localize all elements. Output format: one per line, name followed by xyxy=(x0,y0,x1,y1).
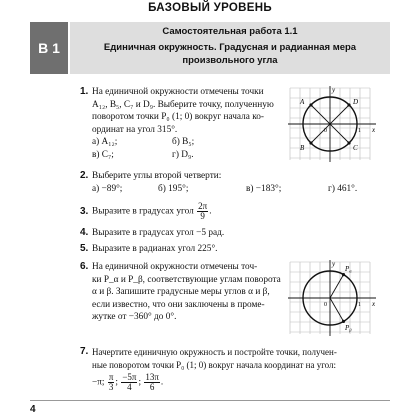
footer-rule xyxy=(30,400,390,401)
unit-circle-figure-1 xyxy=(286,84,382,164)
option-d: г) 461°. xyxy=(328,183,358,194)
variant-badge: В 1 xyxy=(30,22,68,74)
fraction-numerator: 13π xyxy=(145,372,159,382)
task-line: поворотом точки P₀ (1; 0) вокруг начала ко- xyxy=(92,112,264,122)
label-a: A xyxy=(300,98,305,106)
task-text: Выразите в градусах угол −5 рад. xyxy=(92,228,225,238)
task-number: 6. xyxy=(80,261,89,272)
work-title-box xyxy=(70,22,390,74)
fraction-denominator: 4 xyxy=(127,382,132,392)
option-a: а) A₁₂; xyxy=(92,137,118,147)
option-b: б) 195°; xyxy=(158,183,189,194)
work-subtitle: Единичная окружность. Градусная и радианная мера произвольного угла xyxy=(103,42,357,66)
option-c: в) −183°; xyxy=(246,183,282,194)
page-number: 4 xyxy=(30,404,36,415)
task-line: A₁₂, B₅, C₇ и D₉. Выберите точку, полученную xyxy=(92,99,274,110)
label-p-beta: $P_\beta$ xyxy=(345,324,352,333)
fraction-numerator: −5π xyxy=(122,372,137,382)
task-number: 4. xyxy=(80,227,89,238)
radius-alpha xyxy=(330,275,344,298)
label-c: C xyxy=(353,144,358,152)
task-text: Выразите в радианах угол 225°. xyxy=(92,244,218,254)
label-origin: 0 xyxy=(324,302,327,308)
task-line: ки P_α и P_β, соответствующие углам поворота xyxy=(92,274,281,285)
label-one: 1 xyxy=(358,128,361,134)
fraction-numerator: π xyxy=(108,372,114,382)
point-b xyxy=(309,141,312,144)
fraction-denominator: 3 xyxy=(108,382,114,392)
task-number: 3. xyxy=(80,206,89,217)
task-line: α и β. Запишите градусные меры углов α и β, xyxy=(92,287,270,297)
label-d: D xyxy=(353,98,359,106)
point-p-alpha xyxy=(342,273,345,276)
task-number: 5. xyxy=(80,243,89,254)
angle-fraction xyxy=(108,373,115,392)
fraction xyxy=(197,202,208,221)
label-one: 1 xyxy=(358,302,361,308)
task-line: ординат на угол 315°. xyxy=(92,124,178,135)
angle-values: −π; $\frac{\pi}{3}$ ; $\frac{-5\pi}{4}$ ; $\frac{13\pi}{6}$ . xyxy=(92,372,164,392)
task-number: 1. xyxy=(80,86,89,97)
task-line: ные поворотом точки P₀ (1; 0) вокруг начала координат на угол: xyxy=(92,359,337,370)
point-c xyxy=(347,141,350,144)
label-x: x xyxy=(372,126,376,134)
radius-beta xyxy=(330,298,344,321)
fraction-numerator: 2π xyxy=(198,201,208,211)
label-origin: 0 xyxy=(324,128,327,134)
point-p-beta xyxy=(342,320,345,323)
fraction-denominator: 6 xyxy=(149,382,155,392)
task-number: 7. xyxy=(80,346,89,357)
angle-fraction xyxy=(121,373,137,392)
fraction-denominator: 9 xyxy=(200,211,205,221)
task-line: На единичной окружности отмечены точки xyxy=(92,87,264,97)
work-title: Самостоятельная работа 1.1 xyxy=(162,26,298,37)
point-a xyxy=(309,103,312,106)
label-b: B xyxy=(300,144,305,152)
punctuation: . xyxy=(209,206,212,217)
option-d: г) D₉. xyxy=(172,149,194,160)
label-y: y xyxy=(332,86,336,94)
angle-value: −π; xyxy=(92,377,105,388)
task-line: Выберите углы второй четверти: xyxy=(92,171,222,181)
task-line: жутке от −360° до 0°. xyxy=(92,312,177,322)
label-y: y xyxy=(332,260,336,268)
option-a: а) −89°; xyxy=(92,183,123,194)
point-d xyxy=(347,103,350,106)
option-b: б) B₅; xyxy=(172,137,195,147)
task-text: Выразите в градусах угол xyxy=(92,206,194,217)
task-line: На единичной окружности отмечены точ- xyxy=(92,262,258,272)
level-heading: БАЗОВЫЙ УРОВЕНЬ xyxy=(148,2,272,14)
unit-circle-figure-2 xyxy=(286,258,382,338)
task-line: если известно, что они заключены в проме- xyxy=(92,299,265,310)
task-number: 2. xyxy=(80,170,89,181)
angle-fraction xyxy=(144,373,160,392)
label-x: x xyxy=(372,300,376,308)
option-c: в) C₇; xyxy=(92,149,114,160)
task-3 xyxy=(80,202,340,222)
label-p-alpha: $P_\alpha$ xyxy=(345,265,352,274)
task-line: Начертите единичную окружность и постройте точки, получен- xyxy=(92,347,337,357)
